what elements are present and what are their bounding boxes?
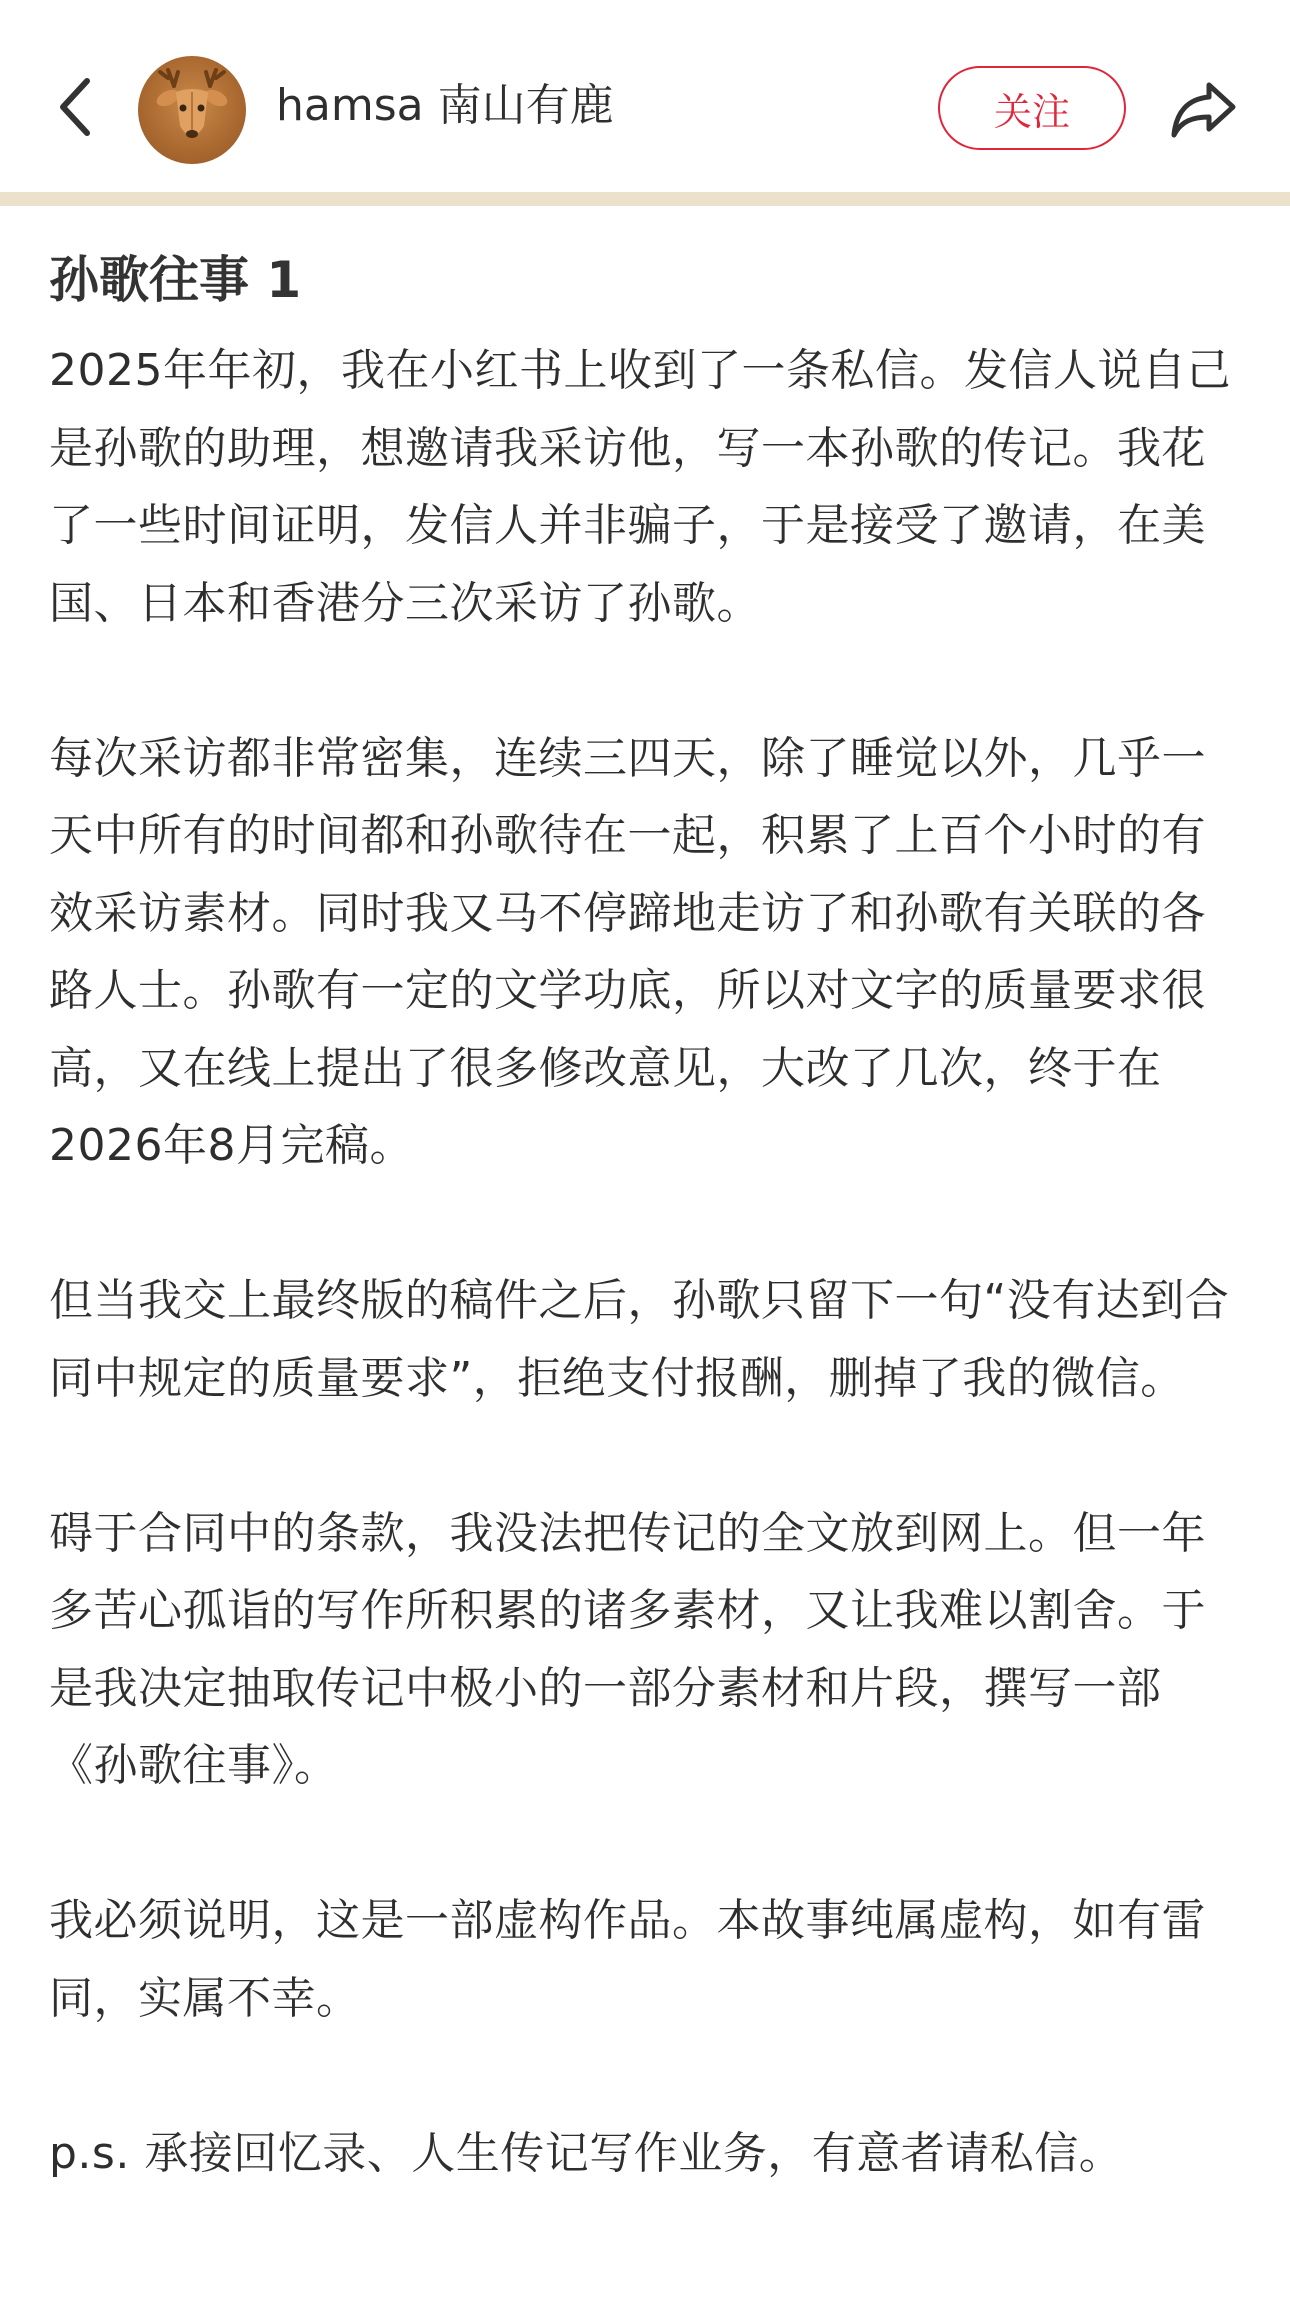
- deer-avatar-icon: [138, 56, 246, 164]
- paragraph: p.s. 承接回忆录、人生传记写作业务，有意者请私信。: [49, 2127, 1124, 2179]
- post-body: [49, 240, 1249, 2192]
- paragraph: 碍于合同中的条款，我没法把传记的全文放到网上。但一年多苦心孤诣的写作所积累的诸多素材，又让我难以割舍。于是我决定抽取传记中极小的一部分素材和片段，撰写一部《孙歌往事》。: [49, 1507, 1206, 1791]
- paragraph: 2025年年初，我在小红书上收到了一条私信。发信人说自己是孙歌的助理，想邀请我采访他，写一本孙歌的传记。我花了一些时间证明，发信人并非骗子，于是接受了邀请，在美国、日本和香港分三次采访了孙歌。: [49, 345, 1231, 629]
- header-divider: [0, 192, 1290, 206]
- top-bar: [0, 0, 1290, 192]
- chevron-left-icon: [55, 75, 95, 139]
- post-title: 孙歌往事 1: [49, 251, 302, 309]
- share-button[interactable]: [1164, 70, 1244, 150]
- paragraph: 每次采访都非常密集，连续三四天，除了睡觉以外，几乎一天中所有的时间都和孙歌待在一起，积累了上百个小时的有效采访素材。同时我又马不停蹄地走访了和孙歌有关联的各路人士。孙歌有一定的文学功底，所以对文字的质量要求很高，又在线上提出了很多修改意见，大改了几次，终于在2026年8月完稿。: [49, 732, 1206, 1171]
- share-arrow-icon: [1169, 79, 1239, 141]
- avatar[interactable]: [138, 56, 246, 164]
- paragraph: 我必须说明，这是一部虚构作品。本故事纯属虚构，如有雷同，实属不幸。: [49, 1895, 1206, 2024]
- follow-button[interactable]: 关注: [938, 66, 1126, 150]
- author-name[interactable]: hamsa 南山有鹿: [276, 80, 614, 131]
- back-button[interactable]: [40, 62, 110, 152]
- paragraph: 但当我交上最终版的稿件之后，孙歌只留下一句“没有达到合同中规定的质量要求”，拒绝支付报酬，删掉了我的微信。: [49, 1275, 1230, 1404]
